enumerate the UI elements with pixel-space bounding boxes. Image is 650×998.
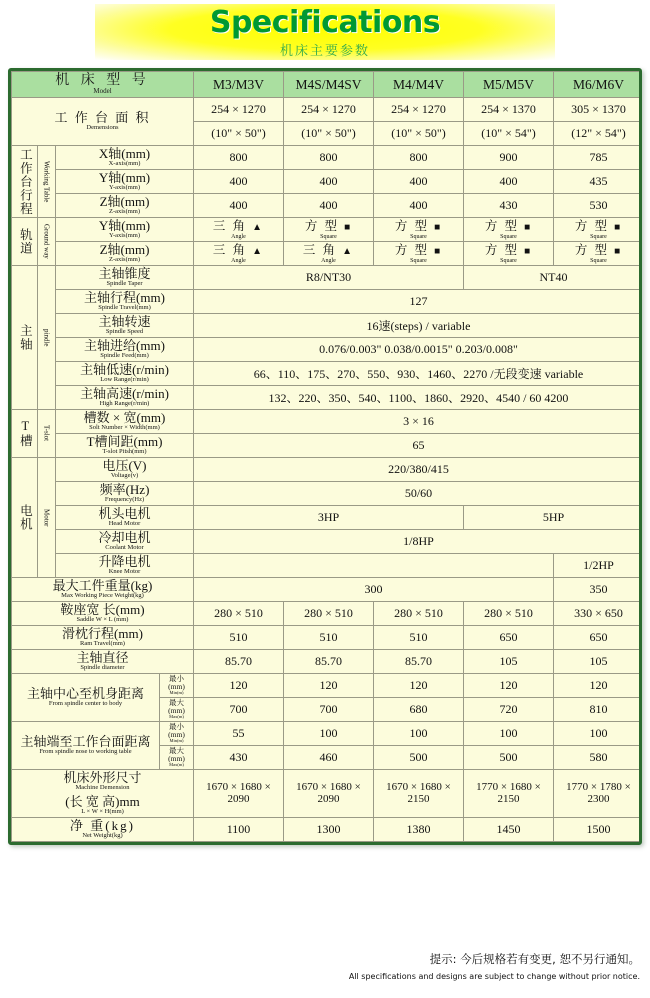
cell-knee-motor-0 (194, 554, 554, 578)
row-label-cn: 滑枕行程(mm) (62, 626, 143, 642)
cell-spindle-center-to-body-min-1: 120 (284, 674, 374, 698)
cell-spindle-center-to-body-min-4: 120 (554, 674, 643, 698)
cell-way-z-axis-4: 方 型 ■ Square (554, 242, 643, 266)
cell-frequency-0: 50/60 (194, 482, 643, 506)
cell-way-z-axis-1: 三 角 ▲ Angle (284, 242, 374, 266)
cell-ram-travel-1: 510 (284, 626, 374, 650)
row-label-machine-dimension (12, 770, 194, 818)
cell-spindle-diameter-3: 105 (464, 650, 554, 674)
table-row (12, 194, 643, 218)
cell-saddle-0: 280 × 510 (194, 602, 284, 626)
cell-net-weight-2: 1380 (374, 817, 464, 841)
row-label-cn: 升降电机 (98, 554, 151, 570)
group-ground-way-en: Ground way (38, 218, 56, 266)
cell-slot-number-width-0: 3 × 16 (194, 410, 643, 434)
row-label-cn: 机头电机 (98, 506, 151, 522)
table-row (12, 314, 643, 338)
way-shape-icon: ■ (614, 246, 623, 257)
row-label-en: Frequency(Hz) (104, 496, 145, 504)
table-row (12, 817, 643, 841)
cell-way-y-axis-3: 方 型 ■ Square (464, 218, 554, 242)
group-working-table: 工作台行程 (12, 146, 38, 218)
row-label-en: Coolant Motor (105, 544, 144, 552)
cell-y-axis-0: 400 (194, 170, 284, 194)
cell-net-weight-4: 1500 (554, 817, 643, 841)
cell-way-z-axis-3: 方 型 ■ Square (464, 242, 554, 266)
cell-spindle-diameter-1: 85.70 (284, 650, 374, 674)
group-spindle-en: pindle (38, 266, 56, 410)
row-label-cn: 最大工件重量(kg) (52, 578, 153, 594)
model-header-1: M4S/M4SV (284, 72, 374, 98)
cell-saddle-3: 280 × 510 (464, 602, 554, 626)
cell-spindle-center-to-body-max-4: 810 (554, 698, 643, 722)
row-label-net-weight (12, 817, 194, 841)
header-model-label: 机 床 型 号 Model (12, 72, 194, 98)
row-label-en: Voltage(v) (110, 472, 139, 480)
cell-head-motor-1: 5HP (464, 506, 643, 530)
cell-way-y-axis-2: 方 型 ■ Square (374, 218, 464, 242)
cell-spindle-nose-to-table-min-1: 100 (284, 722, 374, 746)
table-row (12, 362, 643, 386)
table-row (12, 434, 643, 458)
group-motor-en: Motor (38, 458, 56, 578)
cell-max-working-piece-weight-1: 350 (554, 578, 643, 602)
cell-z-axis-4: 530 (554, 194, 643, 218)
cell-spindle-center-to-body-min-2: 120 (374, 674, 464, 698)
cell-spindle-nose-to-table-max-4: 580 (554, 746, 643, 770)
group-tslot: T槽 (12, 410, 38, 458)
table-header-row (12, 72, 643, 98)
cell-spindle-speed-0: 16速(steps) / variable (194, 314, 643, 338)
cell-ram-travel-2: 510 (374, 626, 464, 650)
row-label-spindle-feed (56, 338, 194, 362)
sub-label-max: 最大(mm) Max(m) (160, 698, 194, 722)
cell-spindle-nose-to-table-min-0: 55 (194, 722, 284, 746)
way-shape-icon: ■ (434, 246, 443, 257)
row-label-en: Head Motor (108, 520, 141, 528)
row-label-en: From spindle center to body (48, 700, 123, 708)
cell-spindle-taper-0: R8/NT30 (194, 266, 464, 290)
cell-head-motor-0: 3HP (194, 506, 464, 530)
cell-tslot-pitch-0: 65 (194, 434, 643, 458)
row-label-en: Spindle diameter (80, 664, 125, 672)
cell-spindle-center-to-body-min-0: 120 (194, 674, 284, 698)
cell-way-y-axis-0: 三 角 ▲ Angle (194, 218, 284, 242)
table-row (12, 290, 643, 314)
row-label-slot-number-width (56, 410, 194, 434)
row-label-en: Demensions (86, 124, 119, 132)
row-label-cn: 主轴锥度 (98, 266, 151, 282)
group-tslot-en: T-slot (38, 410, 56, 458)
row-label-spindle-speed (56, 314, 194, 338)
cell-dimensions-inch-3: (10" × 54") (464, 122, 554, 146)
table-row (12, 626, 643, 650)
cell-dimensions-mm-3: 254 × 1370 (464, 98, 554, 122)
row-label-knee-motor (56, 554, 194, 578)
cell-spindle-nose-to-table-min-2: 100 (374, 722, 464, 746)
cell-voltage-0: 220/380/415 (194, 458, 643, 482)
cell-ram-travel-4: 650 (554, 626, 643, 650)
row-label-dimensions-mm (12, 98, 194, 146)
row-label-cn: Y轴(mm) (98, 218, 151, 234)
title-banner (95, 4, 555, 60)
row-label-cn: 频率(Hz) (99, 482, 150, 498)
specification-table-frame (8, 68, 642, 845)
cell-machine-dimension-4: 1770 × 1780 × 2300 (554, 770, 643, 818)
table-row (12, 98, 643, 122)
cell-y-axis-4: 435 (554, 170, 643, 194)
cell-x-axis-0: 800 (194, 146, 284, 170)
cell-knee-motor-1: 1/2HP (554, 554, 643, 578)
table-row (12, 146, 643, 170)
table-row (12, 266, 643, 290)
row-label-voltage (56, 458, 194, 482)
table-row (12, 602, 643, 626)
row-label2-en: L × W × H(mm) (81, 807, 124, 815)
cell-max-working-piece-weight-0: 300 (194, 578, 554, 602)
table-row (12, 170, 643, 194)
cell-spindle-center-to-body-max-1: 700 (284, 698, 374, 722)
row-label-en: Net Weight(kg) (82, 831, 123, 839)
sub-label-min: 最小(mm) Min(m) (160, 674, 194, 698)
cell-machine-dimension-1: 1670 × 1680 × 2090 (284, 770, 374, 818)
row-label-en: Y-axis(mm) (108, 232, 141, 240)
cell-saddle-1: 280 × 510 (284, 602, 374, 626)
model-header-4: M6/M6V (554, 72, 643, 98)
row-label-spindle-center-to-body-min (12, 674, 160, 722)
row-label-en: Z-axis(mm) (108, 208, 141, 216)
way-shape-icon: ■ (434, 222, 443, 233)
cell-x-axis-3: 900 (464, 146, 554, 170)
row-label-cn: Z轴(mm) (99, 242, 150, 258)
cell-way-z-axis-0: 三 角 ▲ Angle (194, 242, 284, 266)
cell-way-z-axis-2: 方 型 ■ Square (374, 242, 464, 266)
row-label-spindle-travel (56, 290, 194, 314)
sub-label-max: 最大(mm) Max(m) (160, 746, 194, 770)
cell-x-axis-4: 785 (554, 146, 643, 170)
cell-saddle-2: 280 × 510 (374, 602, 464, 626)
cell-x-axis-1: 800 (284, 146, 374, 170)
table-row (12, 578, 643, 602)
cell-spindle-center-to-body-min-3: 120 (464, 674, 554, 698)
row-label-cn: X轴(mm) (98, 146, 151, 162)
cell-z-axis-0: 400 (194, 194, 284, 218)
group-working-table-en: Working Table (38, 146, 56, 218)
row-label-cn: 主轴直径 (76, 650, 129, 666)
row-label-saddle (12, 602, 194, 626)
cell-spindle-nose-to-table-max-1: 460 (284, 746, 374, 770)
row-label-en: Saddle W × L (mm) (76, 616, 129, 624)
table-row (12, 458, 643, 482)
row-label-cn: 主轴行程(mm) (84, 290, 165, 306)
row-label-en: Spindle Speed (105, 328, 144, 336)
row-label-cn: 主轴低速(r/min) (80, 362, 169, 378)
cell-spindle-nose-to-table-max-0: 430 (194, 746, 284, 770)
row-label-en: Y-axis(mm) (108, 184, 141, 192)
table-row (12, 506, 643, 530)
cell-dimensions-inch-1: (10" × 50") (284, 122, 374, 146)
row-label-en: Ram Travel(mm) (80, 640, 125, 648)
row-label-spindle-taper (56, 266, 194, 290)
row-label-en: Low Range(r/min) (100, 376, 149, 384)
page-title: Specifications (209, 5, 441, 40)
row-label-cn: 槽数 × 宽(mm) (83, 410, 166, 426)
model-header-2: M4/M4V (374, 72, 464, 98)
way-shape-icon: ■ (524, 222, 533, 233)
cell-spindle-diameter-4: 105 (554, 650, 643, 674)
row-label-cn: Y轴(mm) (98, 170, 151, 186)
row-label-cn: 工 作 台 面 积 (54, 110, 151, 126)
cell-way-y-axis-4: 方 型 ■ Square (554, 218, 643, 242)
row-label-cn: 主轴中心至机身距离 (26, 686, 144, 702)
cell-spindle-center-to-body-max-2: 680 (374, 698, 464, 722)
row-label-en: Spindle Feed(mm) (100, 352, 149, 360)
group-motor: 电机 (12, 458, 38, 578)
row-label-cn: T槽间距(mm) (86, 434, 163, 450)
row-label-coolant-motor (56, 530, 194, 554)
table-row (12, 386, 643, 410)
row-label-max-working-piece-weight (12, 578, 194, 602)
way-shape-icon: ■ (344, 222, 353, 233)
row-label-cn: 冷却电机 (98, 530, 151, 546)
cell-y-axis-3: 400 (464, 170, 554, 194)
cell-y-axis-2: 400 (374, 170, 464, 194)
table-row (12, 554, 643, 578)
cell-x-axis-2: 800 (374, 146, 464, 170)
row-label-spindle-diameter (12, 650, 194, 674)
model-header-3: M5/M5V (464, 72, 554, 98)
cell-dimensions-inch-0: (10" × 50") (194, 122, 284, 146)
row-label-spindle-high-range (56, 386, 194, 410)
cell-y-axis-1: 400 (284, 170, 374, 194)
cell-spindle-diameter-2: 85.70 (374, 650, 464, 674)
cell-spindle-diameter-0: 85.70 (194, 650, 284, 674)
row-label-y-axis (56, 170, 194, 194)
cell-z-axis-2: 400 (374, 194, 464, 218)
page-subtitle: 机床主要参数 (279, 44, 370, 59)
cell-spindle-travel-0: 127 (194, 290, 643, 314)
table-row (12, 674, 643, 698)
table-row (12, 482, 643, 506)
row-label-en: T-slot Pitsh(mm) (102, 448, 147, 456)
table-row (12, 530, 643, 554)
row-label-frequency (56, 482, 194, 506)
row-label-en: High Range(r/min) (99, 400, 150, 408)
cell-way-y-axis-1: 方 型 ■ Square (284, 218, 374, 242)
way-shape-icon: ▲ (342, 246, 355, 257)
table-row (12, 650, 643, 674)
way-shape-icon: ▲ (252, 222, 265, 233)
cell-ram-travel-0: 510 (194, 626, 284, 650)
table-row (12, 242, 643, 266)
cell-net-weight-0: 1100 (194, 817, 284, 841)
row-label-en: Spindle Taper (106, 280, 143, 288)
row-label-cn: Z轴(mm) (99, 194, 150, 210)
cell-spindle-nose-to-table-max-3: 500 (464, 746, 554, 770)
cell-machine-dimension-0: 1670 × 1680 × 2090 (194, 770, 284, 818)
way-shape-icon: ▲ (252, 246, 265, 257)
cell-dimensions-inch-2: (10" × 50") (374, 122, 464, 146)
row-label-spindle-nose-to-table-min (12, 722, 160, 770)
table-row (12, 770, 643, 818)
cell-dimensions-mm-4: 305 × 1370 (554, 98, 643, 122)
row-label-cn: 电压(V) (102, 458, 147, 474)
cell-spindle-nose-to-table-max-2: 500 (374, 746, 464, 770)
table-body (12, 72, 643, 842)
row-label-cn: 机床外形尺寸 (63, 770, 142, 785)
cell-ram-travel-3: 650 (464, 626, 554, 650)
cell-machine-dimension-3: 1770 × 1680 × 2150 (464, 770, 554, 818)
footer-note-cn: 提示: 今后规格若有变更, 恕不另行通知。 (429, 952, 640, 966)
group-spindle: 主轴 (12, 266, 38, 410)
row-label-en: Spindle Travel(mm) (98, 304, 151, 312)
cell-saddle-4: 330 × 650 (554, 602, 643, 626)
cell-spindle-nose-to-table-min-3: 100 (464, 722, 554, 746)
cell-spindle-taper-1: NT40 (464, 266, 643, 290)
cell-machine-dimension-2: 1670 × 1680 × 2150 (374, 770, 464, 818)
cell-spindle-center-to-body-max-0: 700 (194, 698, 284, 722)
cell-dimensions-mm-0: 254 × 1270 (194, 98, 284, 122)
row-label-en: Solt Number × Width(mm) (89, 424, 160, 432)
cell-spindle-low-range-0: 66、110、175、270、550、930、1460、2270 /无段变速 variable (194, 362, 643, 386)
model-header-0: M3/M3V (194, 72, 284, 98)
row-label-en: From spindle nose to working table (39, 748, 132, 756)
cell-dimensions-inch-4: (12" × 54") (554, 122, 643, 146)
row-label-cn: 净 重(kg) (70, 817, 135, 833)
cell-dimensions-mm-2: 254 × 1270 (374, 98, 464, 122)
group-ground-way: 轨道 (12, 218, 38, 266)
sub-label-min: 最小(mm) Min(m) (160, 722, 194, 746)
row-label-cn: 主轴进给(mm) (84, 338, 165, 354)
table-row (12, 722, 643, 746)
table-row (12, 410, 643, 434)
cell-net-weight-3: 1450 (464, 817, 554, 841)
row-label-z-axis (56, 194, 194, 218)
way-shape-icon: ■ (614, 222, 623, 233)
cell-spindle-high-range-0: 132、220、350、540、1100、1860、2920、4540 / 60 4200 (194, 386, 643, 410)
row-label-en: X-axis(mm) (108, 160, 141, 168)
cell-coolant-motor-0: 1/8HP (194, 530, 643, 554)
cell-spindle-center-to-body-max-3: 720 (464, 698, 554, 722)
table-row (12, 218, 643, 242)
row-label-ram-travel (12, 626, 194, 650)
row-label-way-z-axis (56, 242, 194, 266)
table-row (12, 338, 643, 362)
cell-net-weight-1: 1300 (284, 817, 374, 841)
row-label-tslot-pitch (56, 434, 194, 458)
footer-note-en: All specifications and designs are subject to change without prior notice. (348, 972, 640, 981)
row-label-cn: 鞍座宽 长(mm) (60, 602, 145, 618)
row-label-head-motor (56, 506, 194, 530)
row-label-cn: 主轴端至工作台面距离 (20, 734, 151, 750)
row-label-en: Max Working Piece Weight(kg) (61, 592, 144, 600)
row-label-way-y-axis (56, 218, 194, 242)
cell-dimensions-mm-1: 254 × 1270 (284, 98, 374, 122)
row-label-en: Z-axis(mm) (108, 256, 141, 264)
row-label-x-axis (56, 146, 194, 170)
specification-table (11, 71, 642, 842)
cell-z-axis-3: 430 (464, 194, 554, 218)
cell-spindle-feed-0: 0.076/0.003" 0.038/0.0015" 0.203/0.008" (194, 338, 643, 362)
row-label-cn: 主轴转速 (98, 314, 151, 330)
row-label-cn: 主轴高速(r/min) (80, 386, 169, 402)
cell-spindle-nose-to-table-min-4: 100 (554, 722, 643, 746)
row-label2-cn: (长 宽 高)mm (65, 793, 140, 809)
row-label-en: Knee Motor (108, 568, 141, 576)
row-label-en: Machine Demension (75, 784, 130, 792)
cell-z-axis-1: 400 (284, 194, 374, 218)
row-label-spindle-low-range (56, 362, 194, 386)
way-shape-icon: ■ (524, 246, 533, 257)
